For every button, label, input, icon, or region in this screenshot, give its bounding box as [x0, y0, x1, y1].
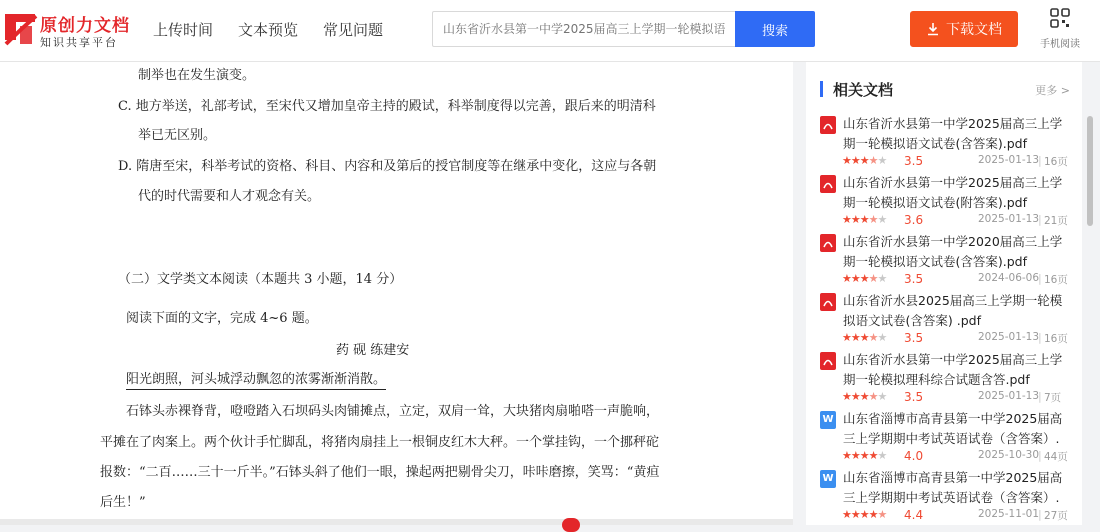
star-rating-icon: ★★★★★: [842, 390, 887, 403]
pdf-file-icon: [820, 352, 836, 370]
page-count: 27页: [1044, 510, 1068, 522]
star-rating-icon: ★★★★★: [842, 154, 887, 167]
floating-badge-icon[interactable]: [562, 518, 580, 532]
related-doc-title[interactable]: 山东省淄博市高青县第一中学2025届高三上学期期中考试英语试卷（含答案）.: [843, 411, 1063, 446]
download-label: 下载文档: [946, 22, 1002, 38]
doc-date: 2025-11-01: [978, 508, 1040, 520]
more-link[interactable]: 更多 >: [1035, 84, 1070, 97]
page-count: 16页: [1044, 333, 1068, 345]
doc-line: 代的时代需要和人才观念有关。: [138, 189, 321, 204]
star-rating-icon: ★★★★★: [842, 508, 887, 521]
doc-line: 制举也在发生演变。: [138, 68, 256, 83]
rating-value: 3.6: [904, 213, 924, 227]
related-doc-item[interactable]: [820, 350, 1072, 408]
meta-separator: |: [1038, 213, 1042, 226]
download-icon: [926, 22, 940, 36]
doc-line: 举已无区别。: [138, 128, 217, 143]
page-divider: [0, 519, 793, 525]
search-button[interactable]: 搜索: [735, 11, 815, 47]
related-doc-title[interactable]: 山东省沂水县第一中学2020届高三上学期一轮模拟语文试卷(含答案).pdf: [843, 234, 1063, 269]
related-doc-title[interactable]: 山东省淄博市高青县第一中学2025届高三上学期期中考试英语试卷（含答案）.: [843, 470, 1063, 505]
pdf-file-icon: [820, 175, 836, 193]
underlined-sentence: 阳光朗照，河头城浮动飘忽的浓雾渐渐消散。: [126, 372, 386, 390]
logo-mark-icon: [2, 10, 38, 48]
related-docs-header: [820, 79, 1070, 99]
related-docs-title: 相关文档: [833, 81, 894, 99]
page-count: 16页: [1044, 274, 1068, 286]
related-doc-item[interactable]: [820, 232, 1072, 290]
rating-value: 4.0: [904, 449, 924, 463]
page-count: 7页: [1044, 392, 1062, 404]
star-rating-icon: ★★★★★: [842, 272, 887, 285]
pdf-file-icon: [820, 293, 836, 311]
related-doc-meta: [842, 331, 1072, 347]
search-bar: [432, 11, 815, 47]
mobile-read-button[interactable]: [1034, 7, 1086, 50]
doc-line: 石钵头赤裸脊背，噔噔踏入石坝码头肉铺摊点，立定，双肩一耸，大块猪肉扇啪嗒一声脆响，: [126, 404, 660, 419]
rating-value: 3.5: [904, 154, 924, 168]
doc-line: 后生！”: [100, 495, 146, 510]
star-rating-icon: ★★★★★: [842, 213, 887, 226]
doc-line: 平摊在了肉案上。两个伙计手忙脚乱，将猪肉扇挂上一根铜皮红木大秤。一个掌挂钩，一个挪秤砣: [100, 435, 660, 450]
related-doc-title[interactable]: 山东省沂水县2025届高三上学期一轮模拟语文试卷(含答案) .pdf: [843, 293, 1063, 328]
meta-separator: |: [1038, 331, 1042, 344]
doc-line: D. 隋唐至宋，科举考试的资格、科目、内容和及第后的授官制度等在继承中变化，这应与各朝: [118, 159, 657, 174]
doc-date: 2025-01-13: [978, 213, 1040, 225]
site-logo[interactable]: [2, 8, 132, 52]
related-doc-meta: [842, 213, 1072, 229]
related-doc-meta: [842, 154, 1072, 170]
qr-code-icon: [1049, 7, 1071, 29]
doc-line-wrapper: [126, 368, 386, 387]
rating-value: 4.4: [904, 508, 924, 522]
logo-subtitle: 知识共享平台: [40, 36, 118, 49]
pdf-file-icon: [820, 116, 836, 134]
related-doc-title[interactable]: 山东省沂水县第一中学2025届高三上学期一轮模拟理科综合试题含答.pdf: [843, 352, 1063, 387]
related-doc-item[interactable]: [820, 291, 1072, 349]
article-title: 药 砚 练建安: [336, 343, 410, 358]
related-doc-meta: [842, 449, 1072, 465]
related-doc-title[interactable]: 山东省沂水县第一中学2025届高三上学期一轮模拟语文试卷(含答案).pdf: [843, 116, 1063, 151]
doc-date: 2024-06-06: [978, 272, 1040, 284]
main-nav: [153, 19, 408, 40]
download-button[interactable]: [910, 11, 1018, 47]
related-doc-item[interactable]: [820, 173, 1072, 231]
page-count: 44页: [1044, 451, 1068, 463]
rating-value: 3.5: [904, 390, 924, 404]
page-count: 16页: [1044, 156, 1068, 168]
meta-separator: |: [1038, 154, 1042, 167]
meta-separator: |: [1038, 390, 1042, 403]
doc-line: 报数：“二百……三十一斤半。”石钵头斜了他们一眼，操起两把剔骨尖刀，咔咔磨擦，笑骂：“黄疸: [100, 465, 660, 480]
related-doc-meta: [842, 272, 1072, 288]
doc-date: 2025-10-30: [978, 449, 1040, 461]
star-rating-icon: ★★★★★: [842, 331, 887, 344]
nav-text-preview[interactable]: 文本预览: [238, 21, 299, 39]
section-heading: （二）文学类文本阅读（本题共 3 小题，14 分）: [118, 272, 403, 287]
title-accent-bar: [820, 81, 823, 97]
related-doc-item[interactable]: [820, 114, 1072, 172]
word-file-icon: W: [820, 411, 836, 429]
logo-title: 原创力文档: [40, 16, 130, 36]
related-doc-item[interactable]: [820, 409, 1072, 467]
mobile-read-label: 手机阅读: [1040, 39, 1080, 50]
rating-value: 3.5: [904, 272, 924, 286]
related-doc-item[interactable]: [820, 468, 1072, 525]
doc-date: 2025-01-13: [978, 390, 1040, 402]
meta-separator: |: [1038, 508, 1042, 521]
search-input[interactable]: [432, 11, 735, 47]
nav-faq[interactable]: 常见问题: [323, 21, 384, 39]
pdf-file-icon: [820, 234, 836, 252]
document-preview[interactable]: [0, 62, 793, 525]
related-doc-meta: [842, 508, 1072, 524]
doc-line: 阅读下面的文字，完成 4~6 题。: [126, 311, 318, 326]
doc-date: 2025-01-13: [978, 154, 1040, 166]
related-docs-panel: [806, 62, 1082, 525]
doc-date: 2025-01-13: [978, 331, 1040, 343]
related-doc-title[interactable]: 山东省沂水县第一中学2025届高三上学期一轮模拟语文试卷(附答案).pdf: [843, 175, 1063, 210]
top-header: [0, 0, 1100, 62]
star-rating-icon: ★★★★★: [842, 449, 887, 462]
related-doc-meta: [842, 390, 1072, 406]
word-file-icon: W: [820, 470, 836, 488]
page-count: 21页: [1044, 215, 1068, 227]
meta-separator: |: [1038, 449, 1042, 462]
nav-upload-time[interactable]: 上传时间: [153, 21, 214, 39]
doc-line: C. 地方举送，礼部考试，至宋代又增加皇帝主持的殿试，科举制度得以完善，跟后来的明清科: [118, 99, 656, 114]
meta-separator: |: [1038, 272, 1042, 285]
scrollbar-thumb[interactable]: [1087, 116, 1093, 226]
rating-value: 3.5: [904, 331, 924, 345]
